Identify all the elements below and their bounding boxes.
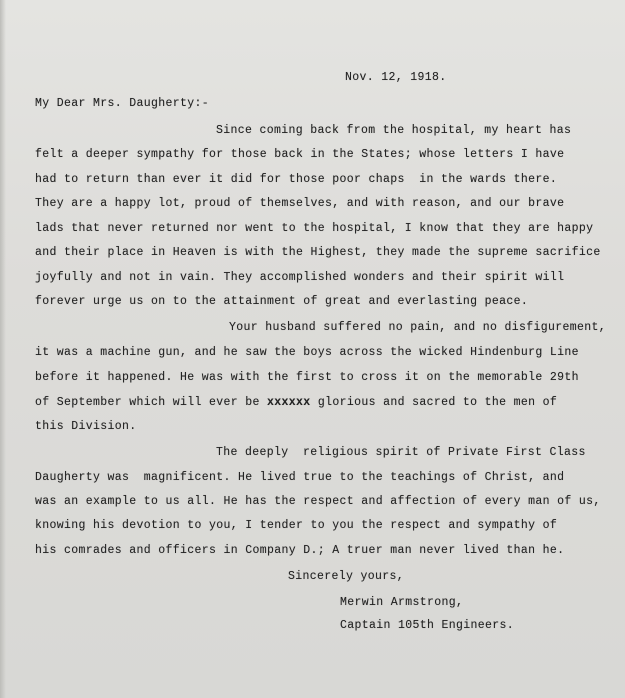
salutation: My Dear Mrs. Daugherty:-: [35, 97, 210, 110]
body-line-17: knowing his devotion to you, I tender to you the respect and sympathy of: [35, 519, 558, 532]
body-line-8: forever urge us on to the attainment of great and everlasting peace.: [35, 295, 529, 308]
body-line-18: his comrades and officers in Company D.; A truer man never lived than he.: [35, 544, 565, 557]
signature-title: Captain 105th Engineers.: [340, 619, 515, 632]
closing: Sincerely yours,: [288, 570, 405, 583]
body-line-16: was an example to us all. He has the respect and affection of every man of us,: [35, 495, 601, 508]
signature-name: Merwin Armstrong,: [340, 596, 464, 609]
body-line-1: Since coming back from the hospital, my heart has: [216, 124, 572, 137]
body-line-12-end: glorious and sacred to the men of: [317, 396, 558, 409]
body-line-14: The deeply religious spirit of Private First Class: [216, 446, 586, 459]
body-line-6: and their place in Heaven is with the Highest, they made the supreme sacrifice: [35, 246, 601, 259]
body-line-12-start: of September which will ever be: [35, 396, 268, 409]
body-line-11: before it happened. He was with the first to cross it on the memorable 29th: [35, 371, 579, 384]
body-line-15: Daugherty was magnificent. He lived true to the teachings of Christ, and: [35, 471, 565, 484]
body-line-12: [35, 396, 557, 410]
body-line-3: had to return than ever it did for those poor chaps in the wards there.: [35, 173, 558, 186]
letter-date: Nov. 12, 1918.: [345, 71, 447, 84]
body-line-2: felt a deeper sympathy for those back in the States; whose letters I have: [35, 148, 565, 161]
body-line-13: this Division.: [35, 420, 137, 433]
body-line-5: lads that never returned nor went to the hospital, I know that they are happy: [35, 222, 594, 235]
body-line-9: Your husband suffered no pain, and no disfigurement,: [229, 321, 607, 334]
body-line-4: They are a happy lot, proud of themselves, and with reason, and our brave: [35, 197, 565, 210]
body-line-7: joyfully and not in vain. They accomplished wonders and their spirit will: [35, 271, 565, 284]
body-line-10: it was a machine gun, and he saw the boys across the wicked Hindenburg Line: [35, 346, 579, 359]
struck-word: xxxxxx: [267, 396, 311, 409]
